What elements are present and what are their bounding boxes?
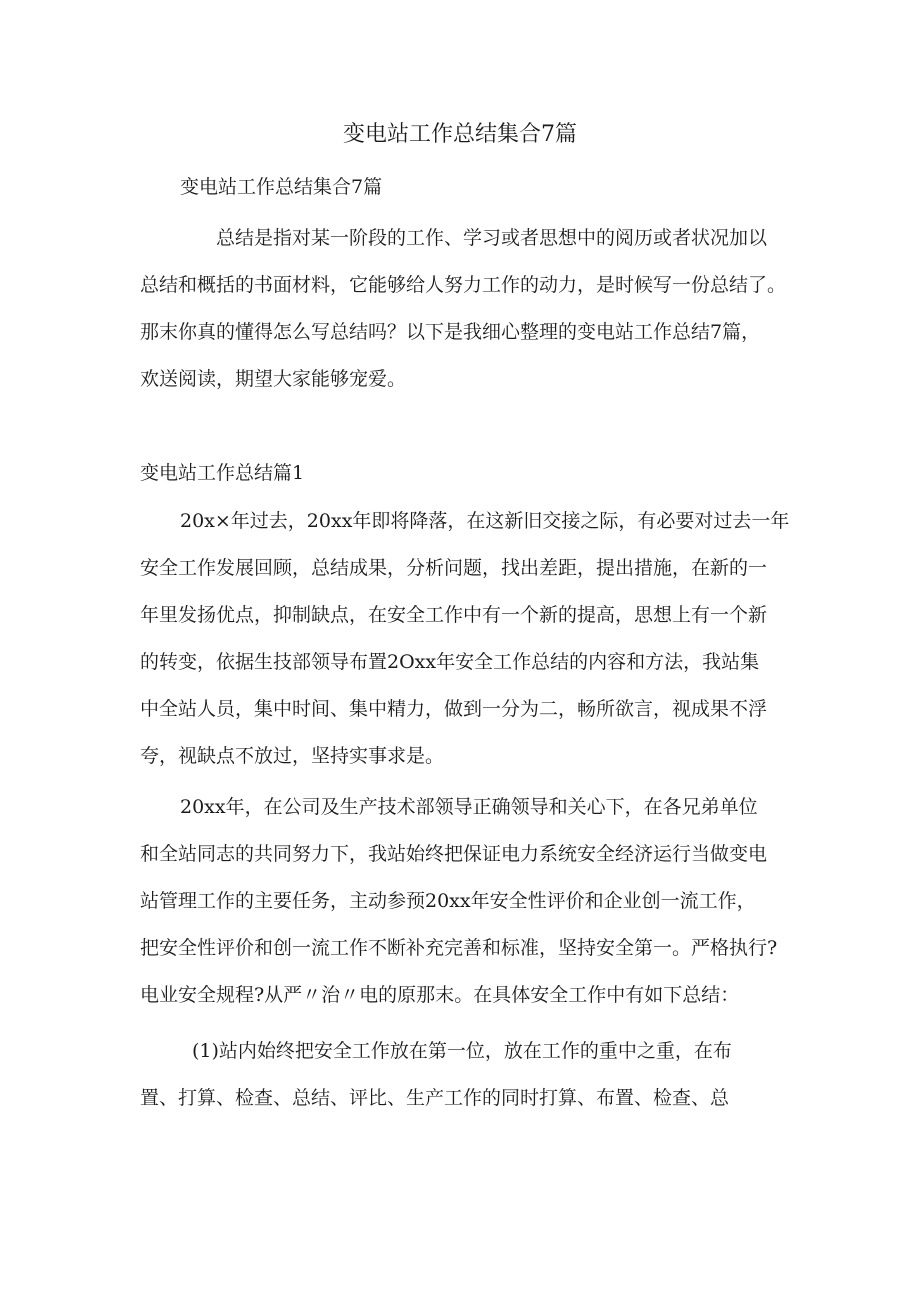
body-paragraph-1: [140, 498, 800, 780]
intro-paragraph: [140, 215, 800, 403]
intro-line: 总结是指对某一阶段的工作、学习或者思想中的阅历或者状况加以: [216, 227, 768, 249]
body-paragraph-3: [140, 1028, 800, 1122]
paragraph-line: 20xx年，在公司及生产技术部领导正确领导和关心下，在各兄弟单位: [180, 796, 758, 818]
body-paragraph-2: [140, 784, 800, 1019]
paragraph-line: (1)站内始终把安全工作放在第一位，放在工作的重中之重，在布: [192, 1040, 732, 1062]
section-heading: 变电站工作总结篇1: [140, 462, 305, 484]
paragraph-line: 置、打算、检查、总结、评比、生产工作的同时打算、布置、检查、总: [140, 1087, 730, 1109]
paragraph-line: 站管理工作的主要任务，主动参预20xx年安全性评价和企业创一流工作，: [140, 890, 756, 912]
paragraph-line: 的转变，依据生技部领导布置2Oxx年安全工作总结的内容和方法，我站集: [140, 651, 760, 673]
paragraph-line: 把安全性评价和创一流工作不断补充完善和标准，坚持安全第一。严格执行?: [140, 937, 778, 959]
paragraph-line: 和全站同志的共同努力下，我站始终把保证电力系统安全经济运行当做变电: [140, 843, 768, 865]
intro-line: 总结和概括的书面材料，它能够给人努力工作的动力，是时候写一份总结了。: [140, 274, 787, 296]
paragraph-line: 中全站人员，集中时间、集中精力，做到一分为二，畅所欲言，视成果不浮: [140, 698, 768, 720]
intro-line: 欢送阅读，期望大家能够宠爱。: [140, 368, 407, 390]
paragraph-line: 夸，视缺点不放过，坚持实事求是。: [140, 745, 445, 767]
paragraph-line: 20x×年过去，20xx年即将降落，在这新旧交接之际，有必要对过去一年: [180, 510, 790, 532]
paragraph-line: 电业安全规程?从严〃治〃电的原那末。在具体安全工作中有如下总结：: [140, 984, 740, 1006]
paragraph-line: 安全工作发展回顾，总结成果，分析问题，找出差距，提出措施，在新的一: [140, 557, 768, 579]
intro-line: 那末你真的懂得怎么写总结吗？以下是我细心整理的变电站工作总结7篇，: [140, 321, 761, 343]
document-subtitle: 变电站工作总结集合7篇: [180, 176, 383, 198]
document-title: 变电站工作总结集合7篇: [343, 122, 577, 147]
paragraph-line: 年里发扬优点，抑制缺点，在安全工作中有一个新的提高，思想上有一个新: [140, 604, 768, 626]
